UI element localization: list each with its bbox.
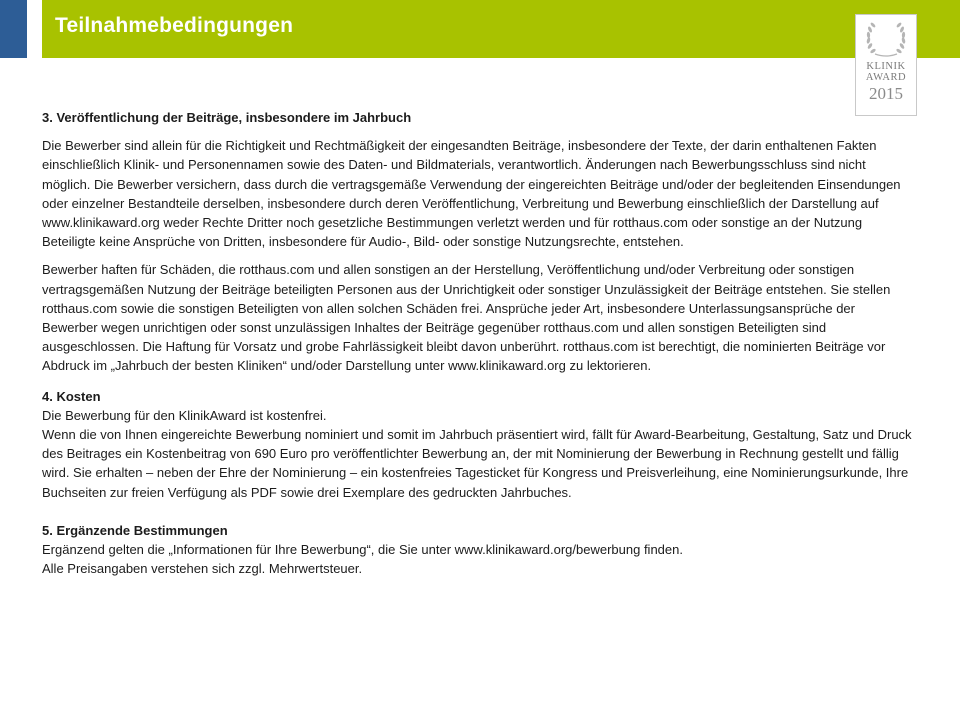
section-3-heading: 3. Veröffentlichung der Beiträge, insbesondere im Jahrbuch xyxy=(42,110,412,125)
header-bar xyxy=(0,0,960,58)
logo-year: 2015 xyxy=(869,84,903,103)
klinik-award-logo xyxy=(855,14,917,116)
section-3-paragraph-2: Bewerber haften für Schäden, die rotthaus.com und allen sonstigen an der Herstellung, Veröffentlichung und/oder Verbreitung oder sonstigen vertragsgemäßen Nutzung der Beiträge beteiligten Personen aus der Unrichtigkeit oder sonstiger Unzulässigkeit der Beiträge entstehen. Sie stellen rotthaus.com sowie die sonstigen Beteiligten von allen solchen Schäden frei. Ansprüche jeder Art, insbesondere Unterlassungsansprüche der Bewerber wegen unrichtigen oder sonst unzulässigen Inhaltes der Beiträge gegenüber rotthaus.com und allen sonstigen Beteiligten sind ausgeschlossen. Die Haftung für Vorsatz und grobe Fahrlässigkeit bleibt davon unberührt. rotthaus.com ist berechtigt, die nominierten Beiträge vor Abdruck im „Jahrbuch der besten Kliniken“ und/oder Darstellung unter www.klinikaward.org zu lektorieren. xyxy=(42,262,891,374)
section-4-heading: 4. Kosten xyxy=(42,388,101,404)
section-5-heading: 5. Ergänzende Bestimmungen xyxy=(42,522,228,538)
terms-content xyxy=(42,108,912,578)
logo-text-award: AWARD xyxy=(865,72,907,83)
header-divider xyxy=(27,0,42,58)
header-accent-strip xyxy=(0,0,27,58)
section-4-paragraph-1: Wenn die von Ihnen eingereichte Bewerbung nominiert und somit im Jahrbuch präsentiert wird, fällt für Award-Bearbeitung, Gestaltung, Satz und Druck des Beitrages ein Kostenbeitrag von 690 Euro pro veröffentlichter Bewerbung an, der mit Nominierung der Bewerbung in Rechnung gestellt und fällig wird. Sie erhalten – neben der Ehre der Nominierung – ein kostenfreies Tagesticket für Kongress und Preisverleihung, eine Nominierungsurkunde, Ihre Buchseiten zur freien Verfügung als PDF sowie drei Exemplare des gedruckten Jahrbuches. xyxy=(42,427,912,500)
section-5-line-1: Ergänzend gelten die „Informationen für Ihre Bewerbung“, die Sie unter www.klinikaward.org/bewerbung finden. xyxy=(42,542,683,558)
section-4-line-1: Die Bewerbung für den KlinikAward ist kostenfrei. xyxy=(42,407,327,423)
laurel-wreath-icon xyxy=(863,21,909,57)
section-3-paragraph-1: Die Bewerber sind allein für die Richtigkeit und Rechtmäßigkeit der eingesandten Beiträge, insbesondere der Texte, der darin enthaltenen Fakten einschließlich Klinik- und Personennamen sowie des Daten- und Bildmaterials, verantwortlich. Änderungen nach Bewerbungsschluss sind nicht möglich. Die Bewerber versichern, dass durch die vertragsgemäße Verwendung der eingereichten Beiträge und/oder der begleitenden Einsendungen oder einzelner Bestandteile derselben, insbesondere durch deren Veröffentlichung, Verbreitung und Bewerbung einschließlich der Darstellung auf www.klinikaward.org weder Rechte Dritter noch gesetzliche Bestimmungen verletzt werden und für rotthaus.com oder sonstige an der Nutzung Beteiligte keine Ansprüche von Dritten, insbesondere für Audio-, Bild- oder sonstige Nutzungsrechte, entstehen. xyxy=(42,138,901,250)
section-5-line-2: Alle Preisangaben verstehen sich zzgl. Mehrwertsteuer. xyxy=(42,561,363,577)
page-title: Teilnahmebedingungen xyxy=(55,14,294,37)
logo-text-klinik: KLINIK xyxy=(866,61,906,72)
